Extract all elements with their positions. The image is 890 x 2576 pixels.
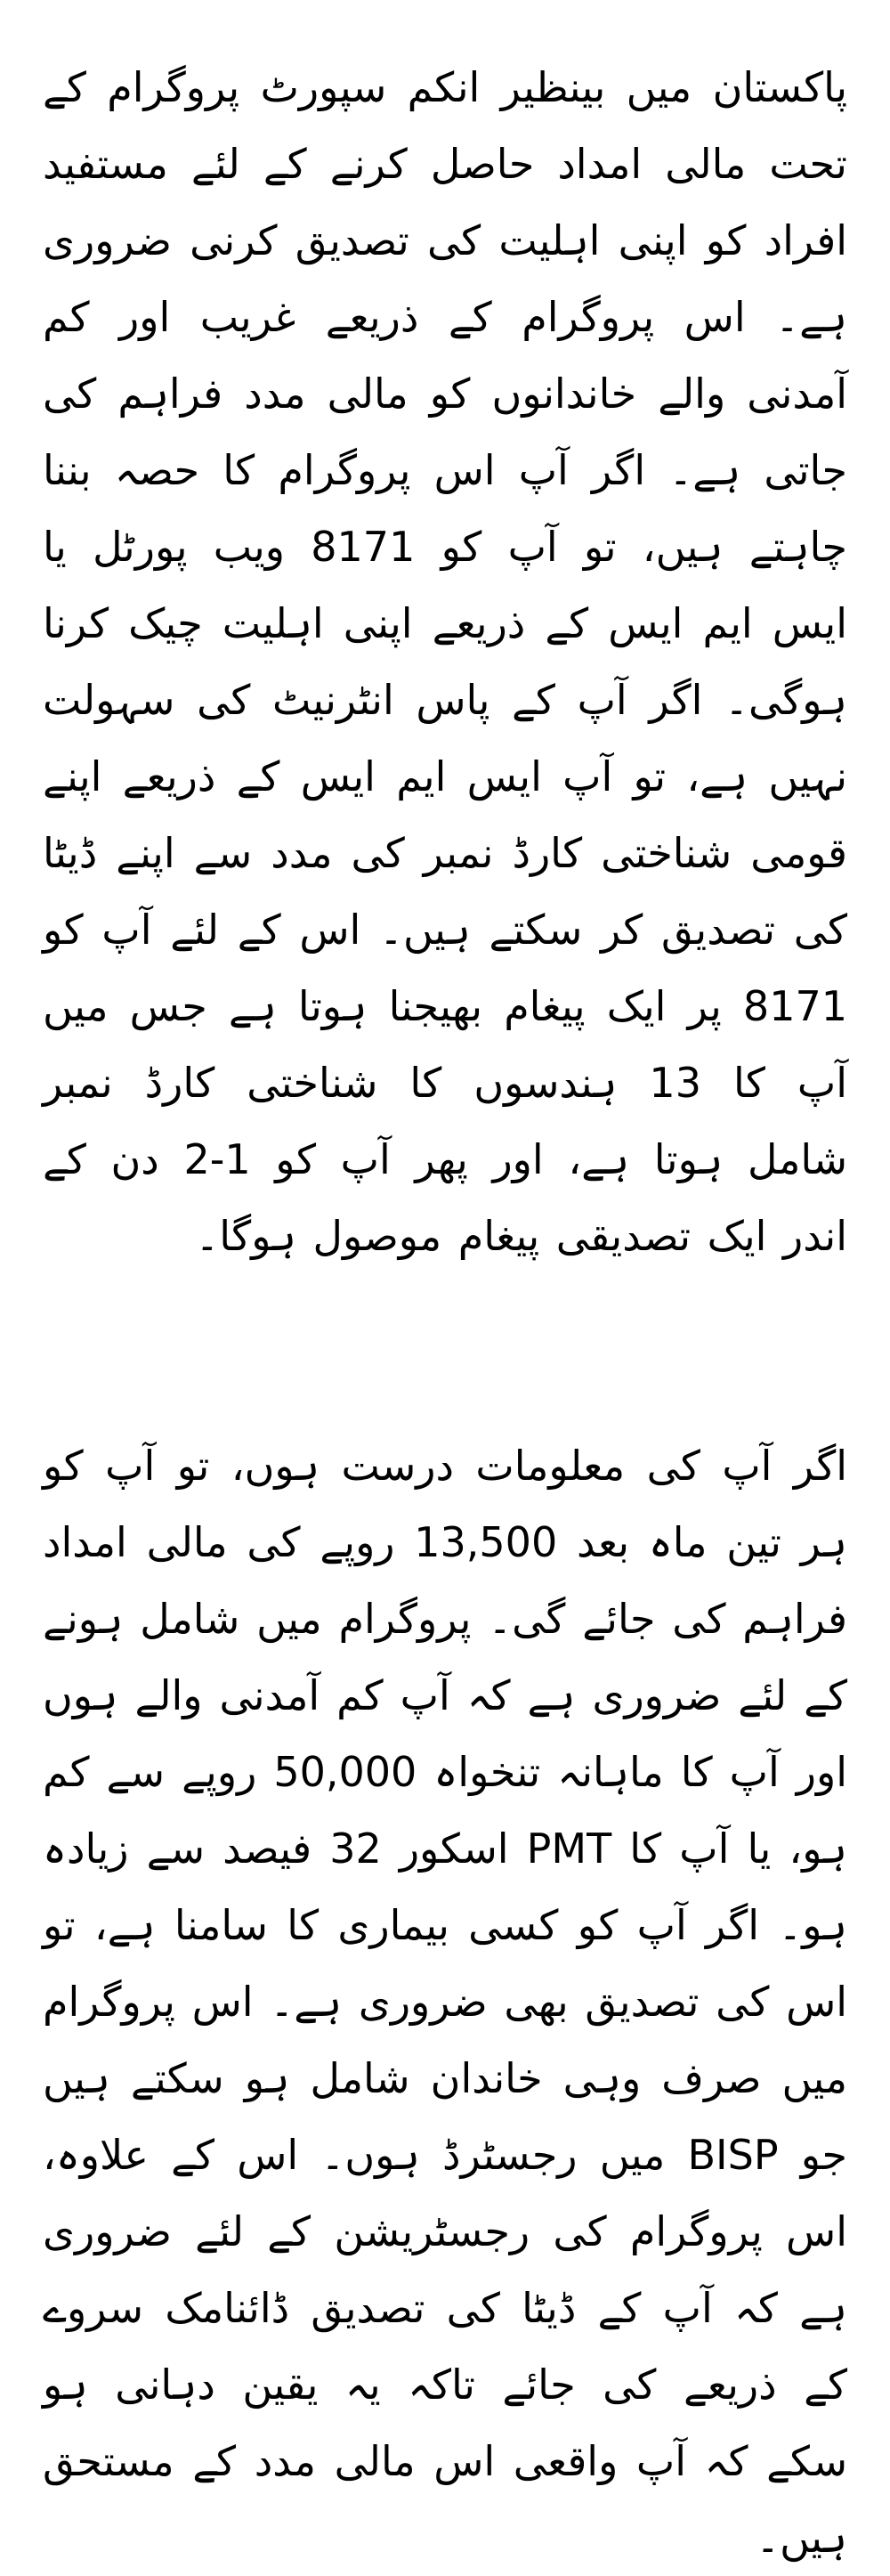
financial-assistance-paragraph: اگر آپ کی معلومات درست ہوں، تو آپ کو ہر تین ماہ بعد 13,500 روپے کی مالی امداد فراہم کی جائے گی۔ پروگرام میں شامل ہونے کے لئے ضروری ہے کہ آپ کم آمدنی والے ہوں اور آپ کا ماہانہ تنخواہ 50,000 روپے سے کم ہو، یا آپ کا PMT اسکور 32 فیصد سے زیادہ ہو۔ اگر آپ کو کسی بیماری کا سامنا ہے، تو اس کی تصدیق بھی ضروری ہے۔ اس پروگرام میں صرف وہی خاندان شامل ہو سکتے ہیں جو BISP میں رجسٹرڈ ہوں۔ اس کے علاوہ، اس پروگرام کی رجسٹریشن کے لئے ضروری ہے کہ آپ کے ڈیٹا کی تصدیق ڈائنامک سروے کے ذریعے کی جائے تاکہ یہ یقین دہانی ہو سکے کہ آپ واقعی اس مالی مدد کے مستحق ہیں۔ <box>43 1442 848 2562</box>
eligibility-verification-paragraph: پاکستان میں بینظیر انکم سپورٹ پروگرام کے تحت مالی امداد حاصل کرنے کے لئے مستفید افراد کو اپنی اہلیت کی تصدیق کرنی ضروری ہے۔ اس پروگرام کے ذریعے غریب اور کم آمدنی والے خاندانوں کو مالی مدد فراہم کی جاتی ہے۔ اگر آپ اس پروگرام کا حصہ بننا چاہتے ہیں، تو آپ کو 8171 ویب پورٹل یا ایس ایم ایس کے ذریعے اپنی اہلیت چیک کرنا ہوگی۔ اگر آپ کے پاس انٹرنیٹ کی سہولت نہیں ہے، تو آپ ایس ایم ایس کے ذریعے اپنے قومی شناختی کارڈ نمبر کی مدد سے اپنے ڈیٹا کی تصدیق کر سکتے ہیں۔ اس کے لئے آپ کو 8171 پر ایک پیغام بھیجنا ہوتا ہے جس میں آپ کا 13 ہندسوں کا شناختی کارڈ نمبر شامل ہوتا ہے، اور پھر آپ کو 1-2 دن کے اندر ایک تصدیقی پیغام موصول ہوگا۔ <box>43 63 847 1260</box>
